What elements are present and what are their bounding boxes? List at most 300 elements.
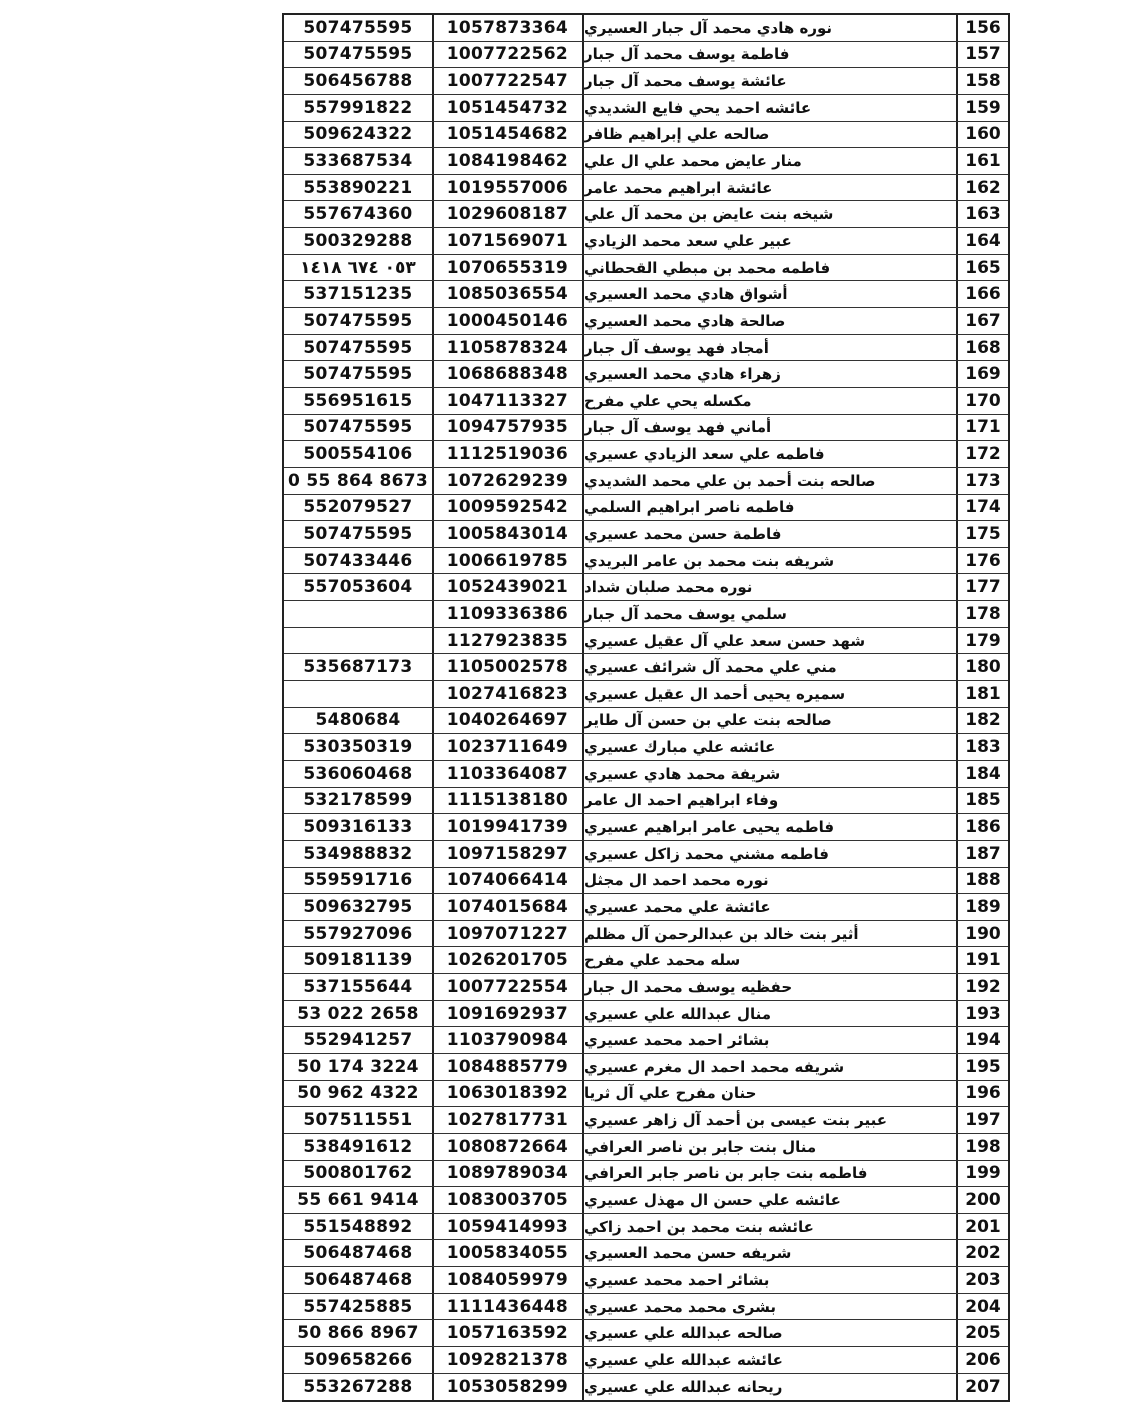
row-number-cell: 177 (956, 574, 1008, 600)
table-row (284, 1187, 1008, 1214)
name-cell (584, 335, 956, 361)
id-number-cell: 1092821378 (434, 1347, 584, 1373)
id-number-cell: 1027817731 (434, 1107, 584, 1133)
name-cell (584, 415, 956, 441)
phone-cell: 556951615 (284, 388, 434, 414)
name-cell (584, 1081, 956, 1107)
id-number-cell: 1057163592 (434, 1320, 584, 1346)
name-cell (584, 122, 956, 148)
row-number-cell: 191 (956, 947, 1008, 973)
id-number-cell: 1057873364 (434, 15, 584, 41)
row-number-cell: 174 (956, 495, 1008, 521)
id-number-cell: 1007722547 (434, 68, 584, 94)
table-row (284, 468, 1008, 495)
row-number-cell: 160 (956, 122, 1008, 148)
table-row (284, 1134, 1008, 1161)
phone-cell: 507433446 (284, 548, 434, 574)
table-row (284, 68, 1008, 95)
id-number-cell: 1007722562 (434, 42, 584, 68)
row-number-cell: 203 (956, 1267, 1008, 1293)
id-number-cell: 1005843014 (434, 521, 584, 547)
name-cell-text: منال بنت جابر بن ناصر العرافي (584, 1137, 817, 1156)
table-row (284, 1161, 1008, 1188)
phone-cell: 507475595 (284, 521, 434, 547)
name-cell-text: فاطمه ناصر ابراهيم السلمي (584, 498, 795, 517)
phone-cell: 5480684 (284, 708, 434, 734)
id-number-cell: 1027416823 (434, 681, 584, 707)
id-number-cell: 1103790984 (434, 1027, 584, 1053)
name-cell-text: فاطمه مشني محمد زاكل عسيري (584, 844, 829, 863)
row-number-cell: 163 (956, 201, 1008, 227)
name-cell-text: عائشه احمد يحي فايع الشديدي (584, 98, 812, 117)
phone-cell: 553890221 (284, 175, 434, 201)
phone-cell: 509316133 (284, 814, 434, 840)
phone-cell: 500554106 (284, 441, 434, 467)
table-row (284, 281, 1008, 308)
name-cell-text: عبير علي سعد محمد الزيادي (584, 231, 792, 250)
name-cell (584, 255, 956, 281)
table-row (284, 1214, 1008, 1241)
table-row (284, 1027, 1008, 1054)
table-row (284, 388, 1008, 415)
name-cell (584, 281, 956, 307)
name-cell-text: فاطمة يوسف محمد آل جبار (584, 45, 790, 64)
name-cell-text: فاطمه بنت جابر بن ناصر جابر العرافي (584, 1164, 868, 1183)
name-cell-text: سله محمد علي مفرح (584, 951, 741, 970)
name-cell-text: نوره هادي محمد آل جبار العسيري (584, 18, 832, 37)
name-cell (584, 761, 956, 787)
name-cell-text: شريفه بنت محمد بن عامر البريدي (584, 551, 835, 570)
name-cell-text: عائشة ابراهيم محمد عامر (584, 178, 773, 197)
name-cell-text: ريحانه عبدالله علي عسيري (584, 1377, 783, 1396)
name-cell (584, 228, 956, 254)
table-row (284, 148, 1008, 175)
phone-cell: 50 866 8967 (284, 1320, 434, 1346)
name-cell-text: بشرى محمد محمد عسيري (584, 1297, 776, 1316)
table-row (284, 894, 1008, 921)
name-cell (584, 42, 956, 68)
name-cell (584, 441, 956, 467)
table-row (284, 761, 1008, 788)
phone-cell: 557674360 (284, 201, 434, 227)
table-row (284, 415, 1008, 442)
table-row (284, 1294, 1008, 1321)
row-number-cell: 194 (956, 1027, 1008, 1053)
phone-cell: 507511551 (284, 1107, 434, 1133)
row-number-cell: 189 (956, 894, 1008, 920)
name-cell (584, 175, 956, 201)
table-row (284, 601, 1008, 628)
row-number-cell: 167 (956, 308, 1008, 334)
id-number-cell: 1109336386 (434, 601, 584, 627)
id-number-cell: 1094757935 (434, 415, 584, 441)
table-row (284, 788, 1008, 815)
name-cell (584, 574, 956, 600)
id-number-cell: 1084885779 (434, 1054, 584, 1080)
table-row (284, 361, 1008, 388)
name-cell-text: شهد حسن سعد علي آل عقيل عسيري (584, 631, 866, 650)
name-cell (584, 921, 956, 947)
row-number-cell: 171 (956, 415, 1008, 441)
id-number-cell: 1019941739 (434, 814, 584, 840)
name-cell (584, 654, 956, 680)
table-row (284, 1001, 1008, 1028)
name-cell (584, 1267, 956, 1293)
row-number-cell: 161 (956, 148, 1008, 174)
row-number-cell: 165 (956, 255, 1008, 281)
row-number-cell: 159 (956, 95, 1008, 121)
id-number-cell: 1026201705 (434, 947, 584, 973)
id-number-cell: 1084198462 (434, 148, 584, 174)
phone-cell: 50 174 3224 (284, 1054, 434, 1080)
name-cell-text: نوره محمد احمد ال مجثل (584, 871, 769, 890)
row-number-cell: 173 (956, 468, 1008, 494)
table-row (284, 574, 1008, 601)
id-number-cell: 1127923835 (434, 628, 584, 654)
phone-cell: 509632795 (284, 894, 434, 920)
id-number-cell: 1047113327 (434, 388, 584, 414)
row-number-cell: 166 (956, 281, 1008, 307)
row-number-cell: 190 (956, 921, 1008, 947)
table-row (284, 708, 1008, 735)
id-number-cell: 1111436448 (434, 1294, 584, 1320)
name-cell-text: حفظيه يوسف محمد ال جبار (584, 977, 793, 996)
phone-cell: ٠٥٣ ٦٧٤ ١٤١٨ (284, 255, 434, 281)
name-cell-text: أشواق هادي محمد العسيري (584, 285, 788, 304)
name-cell (584, 1320, 956, 1346)
name-cell-text: صالحه علي إبراهيم ظافر (584, 125, 770, 144)
id-number-cell: 1091692937 (434, 1001, 584, 1027)
row-number-cell: 204 (956, 1294, 1008, 1320)
phone-cell: 530350319 (284, 734, 434, 760)
name-cell (584, 1161, 956, 1187)
table-row (284, 1054, 1008, 1081)
table-row (284, 974, 1008, 1001)
name-cell-text: عائشه علي حسن ال مهذل عسيري (584, 1191, 841, 1209)
phone-cell: 507475595 (284, 361, 434, 387)
table-row (284, 1347, 1008, 1374)
name-cell-text: شريفة محمد هادي عسيري (584, 764, 781, 783)
id-number-cell: 1005834055 (434, 1240, 584, 1266)
name-cell (584, 388, 956, 414)
phone-cell: 507475595 (284, 15, 434, 41)
phone-cell (284, 628, 434, 654)
table-row (284, 628, 1008, 655)
row-number-cell: 186 (956, 814, 1008, 840)
row-number-cell: 188 (956, 868, 1008, 894)
id-number-cell: 1074066414 (434, 868, 584, 894)
row-number-cell: 206 (956, 1347, 1008, 1373)
name-cell (584, 468, 956, 494)
name-cell (584, 308, 956, 334)
name-cell (584, 601, 956, 627)
name-cell (584, 1001, 956, 1027)
row-number-cell: 164 (956, 228, 1008, 254)
id-number-cell: 1006619785 (434, 548, 584, 574)
phone-cell: 507475595 (284, 335, 434, 361)
row-number-cell: 183 (956, 734, 1008, 760)
row-number-cell: 182 (956, 708, 1008, 734)
name-cell (584, 814, 956, 840)
name-cell-text: عائشة علي محمد عسيري (584, 897, 771, 916)
phone-cell: 552941257 (284, 1027, 434, 1053)
name-cell-text: عائشه علي مبارك عسيري (584, 738, 776, 757)
id-number-cell: 1103364087 (434, 761, 584, 787)
id-number-cell: 1070655319 (434, 255, 584, 281)
name-cell-text: شريفه حسن محمد العسيري (584, 1244, 792, 1263)
name-cell-text: فاطمة حسن محمد عسيري (584, 524, 782, 543)
phone-cell: 53 022 2658 (284, 1001, 434, 1027)
phone-cell: 534988832 (284, 841, 434, 867)
id-number-cell: 1097071227 (434, 921, 584, 947)
name-cell (584, 947, 956, 973)
table-row (284, 921, 1008, 948)
phone-cell: 537155644 (284, 974, 434, 1000)
row-number-cell: 200 (956, 1187, 1008, 1213)
name-cell-text: منار عايض محمد علي ال علي (584, 152, 802, 171)
phone-cell: 507475595 (284, 42, 434, 68)
id-number-cell: 1083003705 (434, 1187, 584, 1213)
id-number-cell: 1115138180 (434, 788, 584, 814)
row-number-cell: 199 (956, 1161, 1008, 1187)
row-number-cell: 181 (956, 681, 1008, 707)
name-cell (584, 1214, 956, 1240)
table-row (284, 495, 1008, 522)
table-row (284, 1081, 1008, 1108)
table-row (284, 122, 1008, 149)
table-row (284, 947, 1008, 974)
id-number-cell: 1074015684 (434, 894, 584, 920)
phone-cell: 553267288 (284, 1374, 434, 1401)
phone-cell: 532178599 (284, 788, 434, 814)
name-cell-text: شيخه بنت عايض بن محمد آل علي (584, 205, 834, 224)
phone-cell: 559591716 (284, 868, 434, 894)
name-cell (584, 15, 956, 41)
name-cell-text: بشائر احمد محمد عسيري (584, 1031, 770, 1050)
id-number-cell: 1000450146 (434, 308, 584, 334)
name-cell-text: نوره محمد صلبان شداد (584, 578, 753, 597)
table-row (284, 42, 1008, 69)
phone-cell: 509658266 (284, 1347, 434, 1373)
phone-cell: 500329288 (284, 228, 434, 254)
name-cell-text: منال عبدالله علي عسيري (584, 1004, 772, 1023)
name-cell-text: عبير بنت عيسى بن أحمد آل زاهر عسيري (584, 1111, 888, 1130)
phone-cell: 536060468 (284, 761, 434, 787)
name-cell-text: زهراء هادي محمد العسيري (584, 365, 781, 384)
name-cell-text: مني علي محمد آل شرائف عسيري (584, 658, 837, 677)
id-number-cell: 1112519036 (434, 441, 584, 467)
row-number-cell: 179 (956, 628, 1008, 654)
table-row (284, 814, 1008, 841)
phone-cell (284, 681, 434, 707)
name-cell (584, 548, 956, 574)
row-number-cell: 170 (956, 388, 1008, 414)
phone-cell: 537151235 (284, 281, 434, 307)
table-row (284, 681, 1008, 708)
id-number-cell: 1072629239 (434, 468, 584, 494)
row-number-cell: 207 (956, 1374, 1008, 1401)
name-cell (584, 1134, 956, 1160)
name-cell (584, 788, 956, 814)
phone-cell: 538491612 (284, 1134, 434, 1160)
row-number-cell: 197 (956, 1107, 1008, 1133)
table-row (284, 521, 1008, 548)
phone-cell: 509624322 (284, 122, 434, 148)
row-number-cell: 168 (956, 335, 1008, 361)
id-number-cell: 1007722554 (434, 974, 584, 1000)
id-number-cell: 1059414993 (434, 1214, 584, 1240)
name-cell (584, 1107, 956, 1133)
name-cell-text: فاطمه يحيى عامر ابراهيم عسيري (584, 818, 835, 837)
row-number-cell: 185 (956, 788, 1008, 814)
id-number-cell: 1052439021 (434, 574, 584, 600)
table-row (284, 255, 1008, 282)
name-cell (584, 1347, 956, 1373)
id-number-cell: 1009592542 (434, 495, 584, 521)
table-row (284, 228, 1008, 255)
name-cell (584, 1187, 956, 1213)
phone-cell: 507475595 (284, 415, 434, 441)
id-number-cell: 1063018392 (434, 1081, 584, 1107)
table-row (284, 95, 1008, 122)
name-cell (584, 628, 956, 654)
row-number-cell: 162 (956, 175, 1008, 201)
id-number-cell: 1040264697 (434, 708, 584, 734)
name-cell-text: بشائر احمد محمد عسيري (584, 1270, 770, 1289)
name-cell (584, 201, 956, 227)
phone-cell: 557991822 (284, 95, 434, 121)
phone-cell: 50 962 4322 (284, 1081, 434, 1107)
name-cell (584, 841, 956, 867)
name-cell (584, 1027, 956, 1053)
id-number-cell: 1068688348 (434, 361, 584, 387)
id-number-cell: 1105878324 (434, 335, 584, 361)
name-cell (584, 734, 956, 760)
name-cell (584, 1294, 956, 1320)
table-row (284, 1320, 1008, 1347)
id-number-cell: 1019557006 (434, 175, 584, 201)
name-cell-text: عائشه بنت محمد بن احمد زاكي (584, 1217, 814, 1236)
name-cell (584, 1374, 956, 1401)
name-cell (584, 708, 956, 734)
phone-cell: 557425885 (284, 1294, 434, 1320)
id-number-cell: 1105002578 (434, 654, 584, 680)
phone-cell: 506456788 (284, 68, 434, 94)
phone-cell: 500801762 (284, 1161, 434, 1187)
id-number-cell: 1080872664 (434, 1134, 584, 1160)
row-number-cell: 169 (956, 361, 1008, 387)
table-row (284, 175, 1008, 202)
name-cell-text: صالحه بنت علي بن حسن آل طاير (584, 711, 832, 730)
name-cell-text: مكسله يحي علي مفرح (584, 391, 752, 410)
phone-cell: 506487468 (284, 1240, 434, 1266)
table-row (284, 201, 1008, 228)
table-row (284, 654, 1008, 681)
table-row (284, 1267, 1008, 1294)
name-cell (584, 68, 956, 94)
row-number-cell: 202 (956, 1240, 1008, 1266)
name-cell-text: فاطمه محمد بن مبطي القحطاني (584, 258, 831, 277)
id-number-cell: 1051454732 (434, 95, 584, 121)
row-number-cell: 156 (956, 15, 1008, 41)
phone-cell: 0 55 864 8673 (284, 468, 434, 494)
row-number-cell: 193 (956, 1001, 1008, 1027)
phone-cell: 557927096 (284, 921, 434, 947)
id-number-cell: 1023711649 (434, 734, 584, 760)
row-number-cell: 172 (956, 441, 1008, 467)
phone-cell: 533687534 (284, 148, 434, 174)
phone-cell: 507475595 (284, 308, 434, 334)
row-number-cell: 201 (956, 1214, 1008, 1240)
table-row (284, 841, 1008, 868)
name-cell-text: أثير بنت خالد بن عبدالرحمن آل مظلم (584, 924, 859, 943)
row-number-cell: 175 (956, 521, 1008, 547)
name-cell (584, 1054, 956, 1080)
row-number-cell: 205 (956, 1320, 1008, 1346)
id-number-cell: 1089789034 (434, 1161, 584, 1187)
row-number-cell: 192 (956, 974, 1008, 1000)
phone-cell: 55 661 9414 (284, 1187, 434, 1213)
table-row (284, 734, 1008, 761)
row-number-cell: 195 (956, 1054, 1008, 1080)
table-row (284, 548, 1008, 575)
records-table (282, 13, 1010, 1402)
table-row (284, 1374, 1008, 1401)
phone-cell: 535687173 (284, 654, 434, 680)
name-cell-text: عائشه عبدالله علي عسيري (584, 1350, 783, 1369)
row-number-cell: 158 (956, 68, 1008, 94)
row-number-cell: 176 (956, 548, 1008, 574)
id-number-cell: 1097158297 (434, 841, 584, 867)
table-row (284, 308, 1008, 335)
name-cell-text: سلمي يوسف محمد آل جبار (584, 604, 787, 623)
row-number-cell: 180 (956, 654, 1008, 680)
name-cell (584, 95, 956, 121)
name-cell-text: سميره يحيى أحمد ال عقيل عسيري (584, 684, 846, 703)
name-cell (584, 868, 956, 894)
name-cell (584, 894, 956, 920)
phone-cell: 506487468 (284, 1267, 434, 1293)
name-cell-text: شريفه محمد احمد ال مغرم عسيري (584, 1057, 845, 1076)
name-cell-text: فاطمه علي سعد الزيادي عسيري (584, 445, 825, 464)
row-number-cell: 184 (956, 761, 1008, 787)
id-number-cell: 1071569071 (434, 228, 584, 254)
row-number-cell: 178 (956, 601, 1008, 627)
name-cell-text: عائشة يوسف محمد آل جبار (584, 72, 787, 91)
table-row (284, 335, 1008, 362)
table-row (284, 1107, 1008, 1134)
name-cell-text: صالحه عبدالله علي عسيري (584, 1324, 783, 1343)
row-number-cell: 157 (956, 42, 1008, 68)
phone-cell: 552079527 (284, 495, 434, 521)
name-cell-text: حنان مفرح علي آل ثريا (584, 1084, 757, 1103)
name-cell (584, 361, 956, 387)
name-cell (584, 148, 956, 174)
table-row (284, 441, 1008, 468)
name-cell (584, 495, 956, 521)
name-cell-text: أمجاد فهد يوسف آل جبار (584, 338, 769, 357)
table-row (284, 1240, 1008, 1267)
name-cell (584, 1240, 956, 1266)
name-cell-text: صالحة هادي محمد العسيري (584, 311, 786, 330)
row-number-cell: 196 (956, 1081, 1008, 1107)
id-number-cell: 1051454682 (434, 122, 584, 148)
row-number-cell: 198 (956, 1134, 1008, 1160)
name-cell (584, 521, 956, 547)
id-number-cell: 1084059979 (434, 1267, 584, 1293)
phone-cell: 557053604 (284, 574, 434, 600)
table-row (284, 15, 1008, 42)
